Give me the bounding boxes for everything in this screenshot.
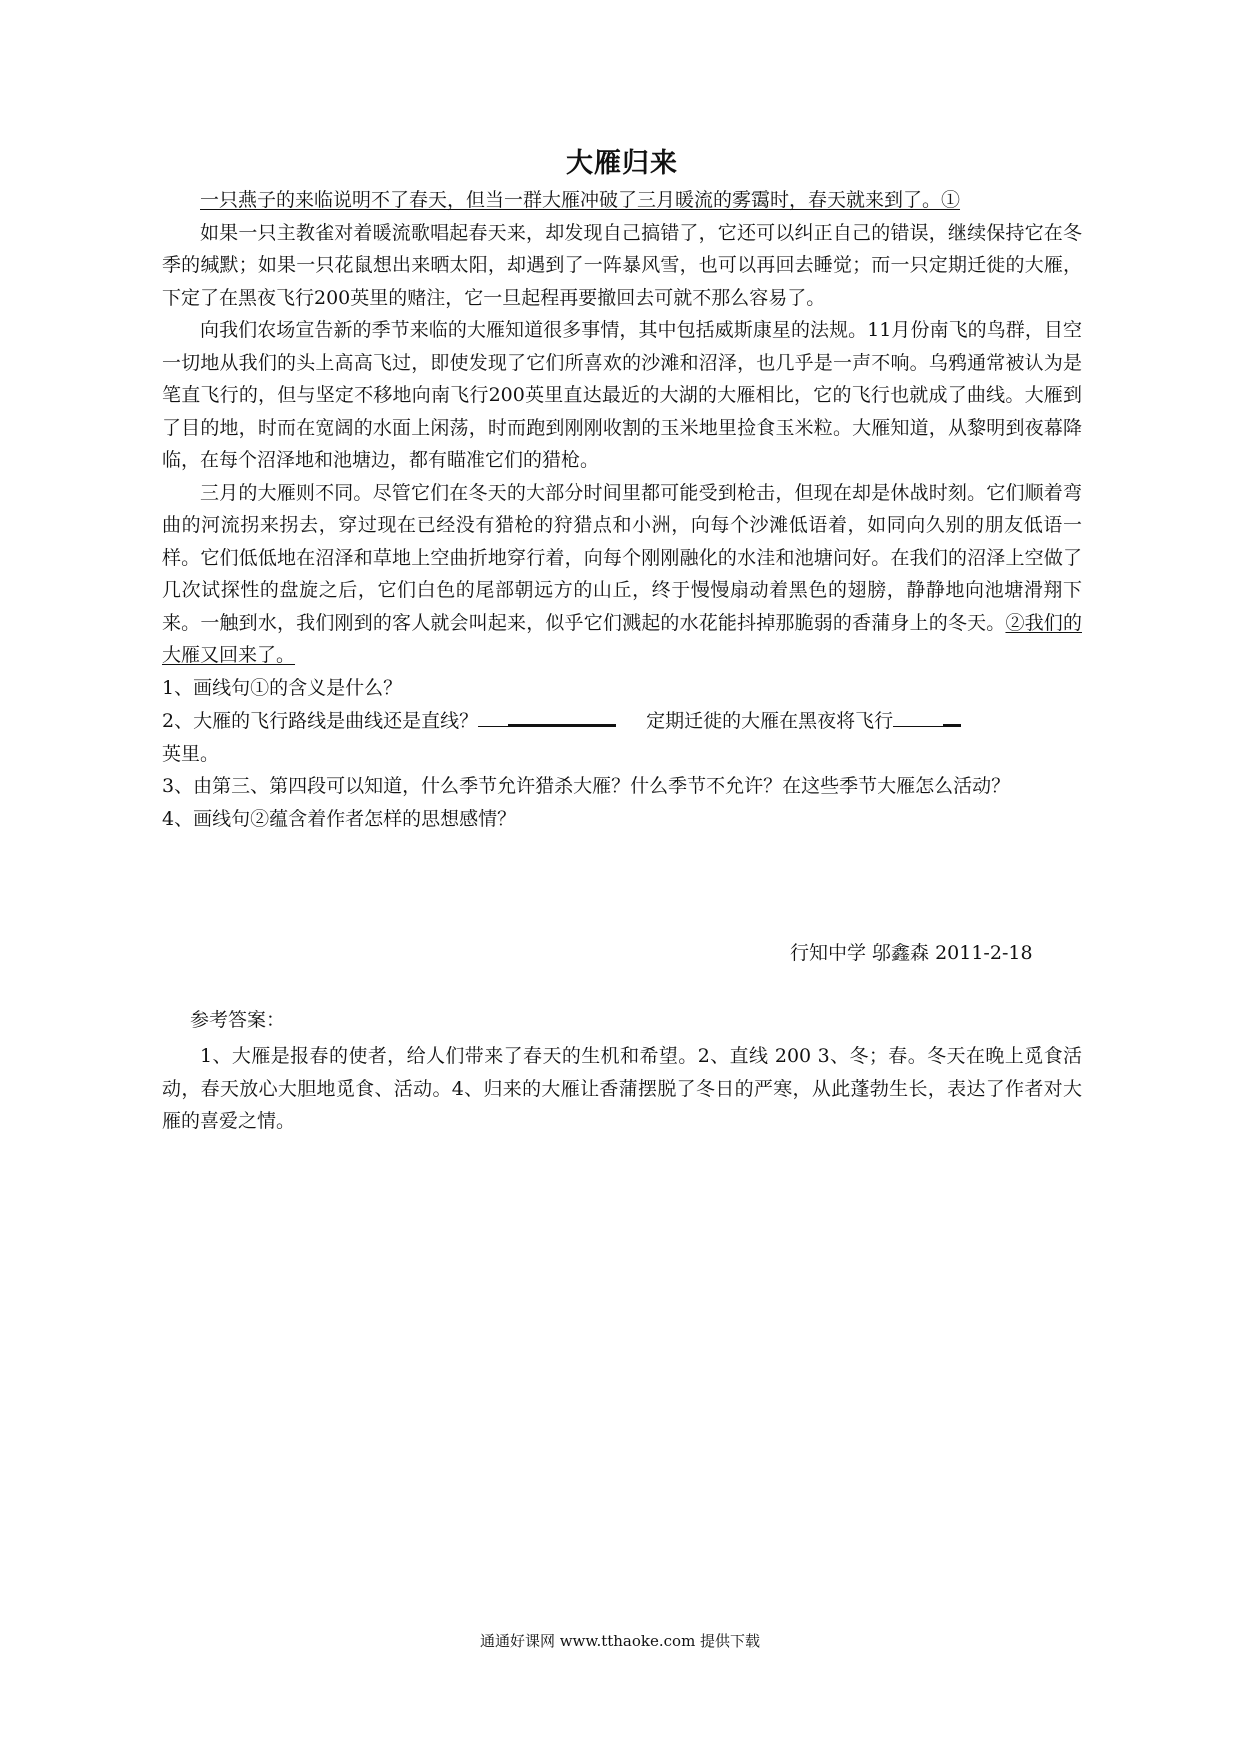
answer-blank-1a[interactable] <box>478 706 508 727</box>
question-2-part1: 2、大雁的飞行路线是曲线还是直线？ <box>162 710 479 732</box>
question-2 <box>162 704 1082 770</box>
underlined-sentence-2: ②我们的大雁又回来了。 <box>162 611 1082 666</box>
paragraph-4 <box>162 477 1082 672</box>
paragraph-2: 如果一只主教雀对着暖流歌唱起春天来，却发现自己搞错了，它还可以纠正自己的错误，继续保持它在冬季的缄默；如果一只花鼠想出来晒太阳，却遇到了一阵暴风雪，也可以再回去睡觉；而一只定期迁徙的大雁，下定了在黑夜飞行200英里的赌注，它一旦起程再要撤回去可就不那么容易了。 <box>162 221 1082 309</box>
question-2-part2: 定期迁徙的大雁在黑夜将飞行 <box>646 710 894 732</box>
question-2-part3: 英里。 <box>162 742 220 765</box>
page-footer: 通通好课网 www.tthaoke.com 提供下载 <box>479 1632 761 1650</box>
paragraph-4-text: 三月的大雁则不同。尽管它们在冬天的大部分时间里都可能受到枪击，但现在却是休战时刻。它们顺着弯曲的河流拐来拐去，穿过现在已经没有猎枪的狩猎点和小洲，向每个沙滩低语着，如同向久别的朋友低语一样。它们低低地在沼泽和草地上空曲折地穿行着，向每个刚刚融化的水洼和池塘问好。在我们的沼泽上空做了几次试探性的盘旋之后，它们白色的尾部朝远方的山丘，终于慢慢扇动着黑色的翅膀，静静地向池塘滑翔下来。一触到水，我们刚到的客人就会叫起来，似乎它们溅起的水花能抖掉那脆弱的香蒲身上的冬天。 <box>162 481 1082 634</box>
answer-blank-1b[interactable] <box>508 704 616 727</box>
answers-text: 1、大雁是报春的使者，给人们带来了春天的生机和希望。2、直线 200 3、冬；春。冬天在晚上觅食活动，春天放心大胆地觅食、活动。4、归来的大雁让香蒲摆脱了冬日的严寒，从此蓬勃生长，表达了作者对大雁的喜爱之情。 <box>162 1045 1082 1132</box>
paragraph-3: 向我们农场宣告新的季节来临的大雁知道很多事情，其中包括威斯康星的法规。11月份南飞的鸟群，目空一切地从我们的头上高高飞过，即使发现了它们所喜欢的沙滩和沼泽，也几乎是一声不响。乌鸦通常被认为是笔直飞行的，但与坚定不移地向南飞行200英里直达最近的大湖的大雁相比，它的飞行也就成了曲线。大雁到了目的地，时而在宽阔的水面上闲荡，时而跑到刚刚收割的玉米地里捡食玉米粒。大雁知道，从黎明到夜幕降临，在每个沼泽地和池塘边，都有瞄准它们的猎枪。 <box>162 319 1082 471</box>
answers-heading: 参考答案： <box>190 1009 286 1031</box>
answer-blank-2b[interactable] <box>943 704 961 727</box>
underlined-sentence-1: 一只燕子的来临说明不了春天，但当一群大雁冲破了三月暖流的雾霭时，春天就来到了。① <box>200 189 961 211</box>
author-signature: 行知中学 邬鑫森 2011-2-18 <box>790 942 1033 964</box>
passage-section <box>162 146 1082 835</box>
question-3: 3、由第三、第四段可以知道，什么季节允许猎杀大雁？什么季节不允许？在这些季节大雁怎么活动？ <box>162 775 1011 797</box>
question-4: 4、画线句②蕴含着作者怎样的思想感情？ <box>162 807 517 830</box>
paragraph-1 <box>162 184 1082 217</box>
question-1: 1、画线句①的含义是什么？ <box>162 676 403 699</box>
answer-blank-2a[interactable] <box>893 706 943 727</box>
page-title: 大雁归来 <box>566 148 678 179</box>
